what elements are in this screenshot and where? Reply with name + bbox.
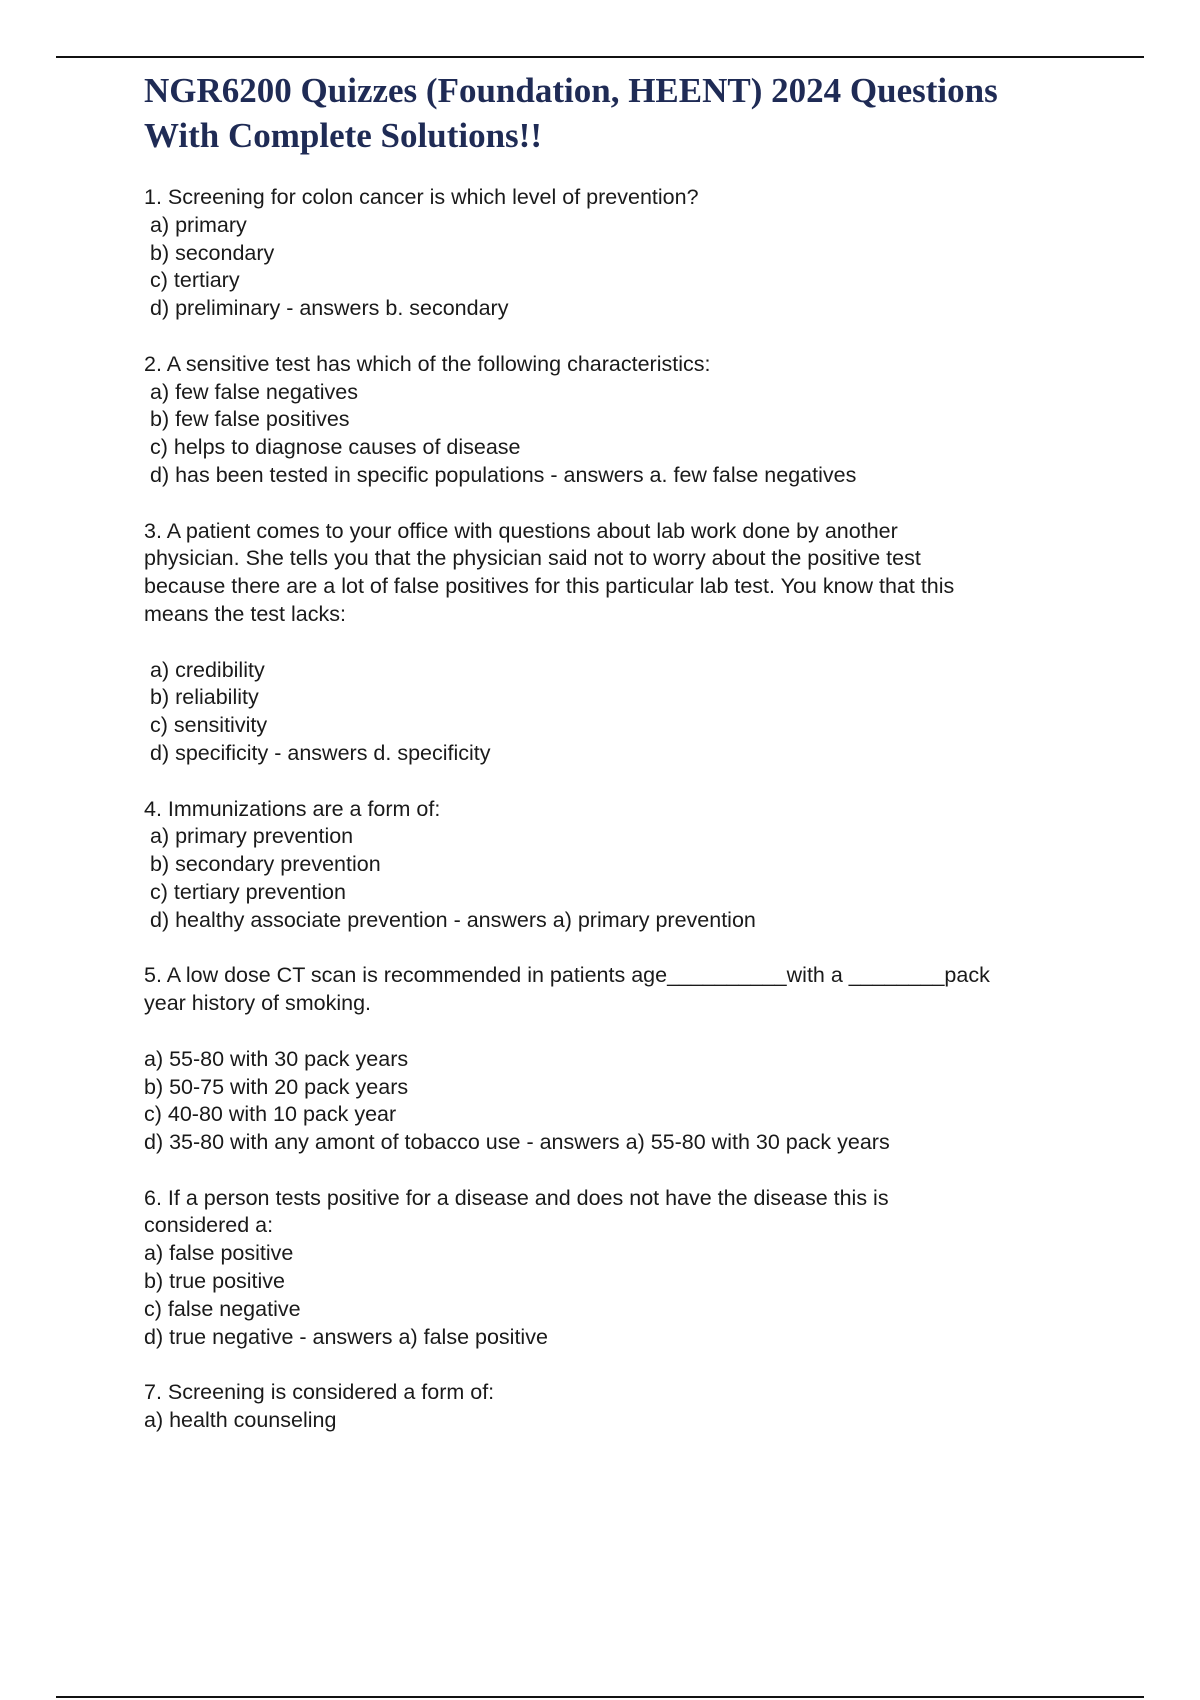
header-rule [56, 56, 1144, 58]
answer-option: a) 55-80 with 30 pack years [144, 1046, 409, 1071]
answer-option: c) 40-80 with 10 pack year [144, 1102, 397, 1127]
question-stem: 2. A sensitive test has which of the following characteristics: [144, 351, 711, 376]
question-2 [144, 351, 1084, 490]
question-stem: 5. A low dose CT scan is recommended in patients age__________with a ________pack [144, 963, 990, 988]
document-title [144, 68, 1104, 158]
answer-option: d) preliminary - answers b. secondary [150, 296, 509, 321]
question-1 [144, 184, 1084, 323]
answer-option: a) false positive [144, 1241, 294, 1266]
answer-option: d) 35-80 with any amont of tobacco use - answers a) 55-80 with 30 pack years [144, 1130, 890, 1155]
answer-options [144, 212, 1084, 323]
answer-option: b) secondary [150, 240, 275, 265]
answer-option: d) specificity - answers d. specificity [150, 740, 491, 765]
footer-rule [56, 1696, 1144, 1698]
answer-options [144, 1240, 1084, 1351]
question-stem: 3. A patient comes to your office with questions about lab work done by another [144, 518, 898, 543]
question-stem: means the test lacks: [144, 601, 346, 626]
question-stem: because there are a lot of false positives for this particular lab test. You know that this [144, 574, 955, 599]
answer-options [144, 1407, 1084, 1435]
answer-option: b) reliability [150, 685, 259, 710]
spacer [144, 629, 1084, 657]
answer-option: d) has been tested in specific populations - answers a. few false negatives [150, 462, 857, 487]
question-stem: physician. She tells you that the physician said not to worry about the positive test [144, 546, 921, 571]
question-stem: 4. Immunizations are a form of: [144, 796, 441, 821]
question-stem: 1. Screening for colon cancer is which level of prevention? [144, 185, 699, 209]
answer-option: b) secondary prevention [150, 852, 381, 877]
answer-options [144, 1046, 1084, 1157]
title-line: With Complete Solutions!! [144, 116, 542, 155]
answer-option: d) healthy associate prevention - answers a) primary prevention [150, 907, 756, 932]
answer-option: b) 50-75 with 20 pack years [144, 1074, 409, 1099]
answer-options [144, 379, 1084, 490]
answer-option: b) few false positives [150, 407, 350, 432]
title-line: NGR6200 Quizzes (Foundation, HEENT) 2024 Questions [144, 71, 998, 110]
answer-option: a) credibility [150, 657, 265, 682]
question-stem: considered a: [144, 1213, 274, 1238]
question-stem: year history of smoking. [144, 991, 372, 1016]
answer-options [144, 657, 1084, 768]
question-stem: 7. Screening is considered a form of: [144, 1380, 495, 1405]
answer-option: c) false negative [144, 1296, 301, 1321]
question-3 [144, 518, 1084, 768]
question-4 [144, 796, 1084, 935]
question-stem: 6. If a person tests positive for a disease and does not have the disease this is [144, 1185, 889, 1210]
answer-option: c) tertiary prevention [150, 879, 346, 904]
answer-option: a) primary [150, 212, 247, 237]
answer-options [144, 823, 1084, 934]
answer-option: a) primary prevention [150, 824, 354, 849]
answer-option: b) true positive [144, 1269, 286, 1294]
question-list [144, 184, 1084, 1463]
question-5 [144, 962, 1084, 1157]
answer-option: c) sensitivity [150, 713, 268, 738]
answer-option: c) helps to diagnose causes of disease [150, 435, 521, 460]
question-6 [144, 1185, 1084, 1352]
answer-option: d) true negative - answers a) false positive [144, 1324, 548, 1349]
spacer [144, 1018, 1084, 1046]
question-7 [144, 1379, 1084, 1435]
answer-option: a) health counseling [144, 1408, 337, 1433]
answer-option: a) few false negatives [150, 379, 358, 404]
answer-option: c) tertiary [150, 268, 240, 293]
